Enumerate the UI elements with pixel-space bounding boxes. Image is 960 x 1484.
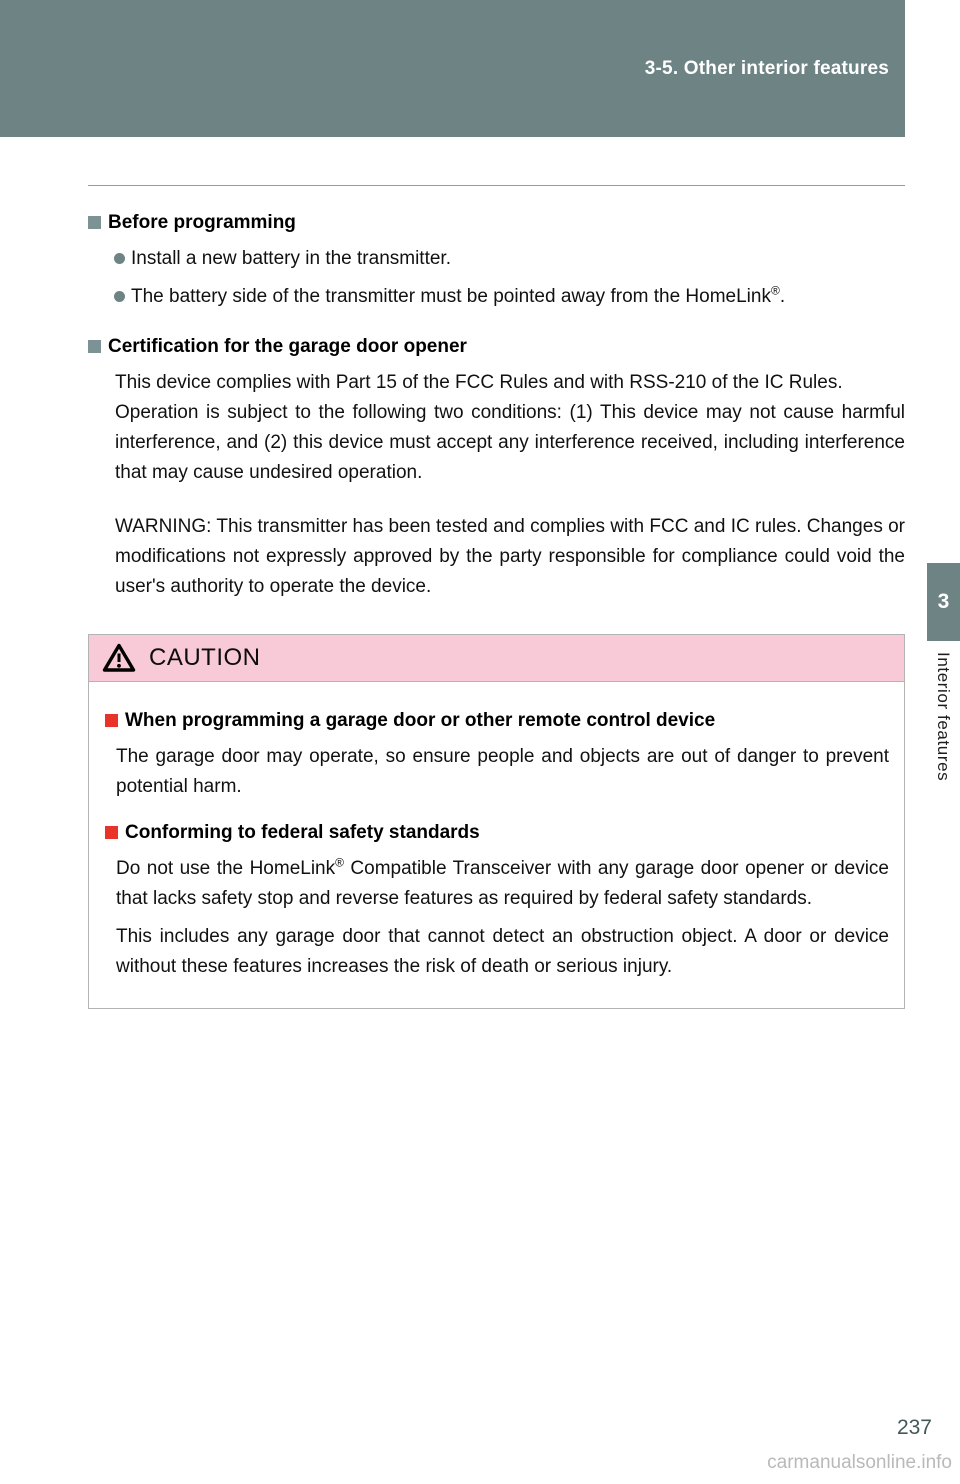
caution-heading-text: When programming a garage door or other remote control device xyxy=(125,710,716,731)
chapter-side-label: Interior features xyxy=(934,652,953,782)
caution-text-segment: This includes any garage door that cannot detect an obstruction object. A door or device without these features increases the risk of death or serious injury. xyxy=(116,926,889,977)
registered-superscript: ® xyxy=(335,855,344,870)
circle-bullet-icon xyxy=(114,291,125,302)
bullet-text-segment: Install a new battery in the transmitter. xyxy=(131,248,451,269)
registered-superscript: ® xyxy=(770,283,780,298)
caution-paragraph xyxy=(116,922,889,982)
content-column xyxy=(88,185,905,1009)
caution-text-segment: Compatible Transceiver with any garage door opener or device that lacks safety stop and reverse features as required by federal safety standards. xyxy=(116,858,889,909)
caution-title: CAUTION xyxy=(149,644,261,671)
warning-triangle-icon xyxy=(102,643,136,673)
square-bullet-icon xyxy=(88,340,101,353)
square-bullet-icon xyxy=(105,714,118,727)
page-header-band xyxy=(0,0,905,137)
body-paragraph: This device complies with Part 15 of the FCC Rules and with RSS-210 of the IC Rules. xyxy=(115,372,843,393)
content-divider xyxy=(88,185,905,186)
caution-heading-text: Conforming to federal safety standards xyxy=(125,822,480,843)
page-number: 237 xyxy=(896,1416,932,1439)
body-paragraph: WARNING: This transmitter has been tested and complies with FCC and IC rules. Changes or modifications not expressly approved by the party responsible for compliance could void the user's authority to operate the device. xyxy=(115,516,905,597)
caution-section-heading-standards xyxy=(105,822,889,844)
square-bullet-icon xyxy=(88,216,101,229)
square-bullet-icon xyxy=(105,826,118,839)
caution-body xyxy=(89,682,904,1008)
section-heading-certification xyxy=(88,336,905,358)
bullet-text xyxy=(131,282,785,312)
page-header-title: 3-5. Other interior features xyxy=(644,57,889,79)
section-heading-text: Before programming xyxy=(108,212,296,233)
bullet-text xyxy=(131,244,451,274)
bullet-item xyxy=(114,244,905,274)
bullet-text-segment: . xyxy=(779,286,786,307)
bullet-text-segment: The battery side of the transmitter must be pointed away from the HomeLink xyxy=(131,286,771,307)
caution-box xyxy=(88,634,905,1009)
bullet-item xyxy=(114,282,905,312)
chapter-tab-number: 3 xyxy=(937,590,950,613)
caution-section-heading-programming xyxy=(105,710,889,732)
circle-bullet-icon xyxy=(114,253,125,264)
caution-paragraph xyxy=(116,854,889,914)
section-heading-text: Certification for the garage door opener xyxy=(108,336,467,357)
body-paragraph: Operation is subject to the following two conditions: (1) This device may not cause harmful interference, and (2) this device must accept any interference received, including interference that may cause undesired operation. xyxy=(115,402,905,483)
caution-text-segment: Do not use the HomeLink xyxy=(116,858,336,879)
caution-paragraph xyxy=(116,742,889,802)
chapter-tab xyxy=(927,563,960,641)
caution-text-segment: The garage door may operate, so ensure people and objects are out of danger to prevent potential harm. xyxy=(116,746,889,797)
watermark: carmanualsonline.info xyxy=(767,1452,952,1473)
section-heading-before-programming xyxy=(88,212,905,234)
caution-header xyxy=(89,635,904,682)
